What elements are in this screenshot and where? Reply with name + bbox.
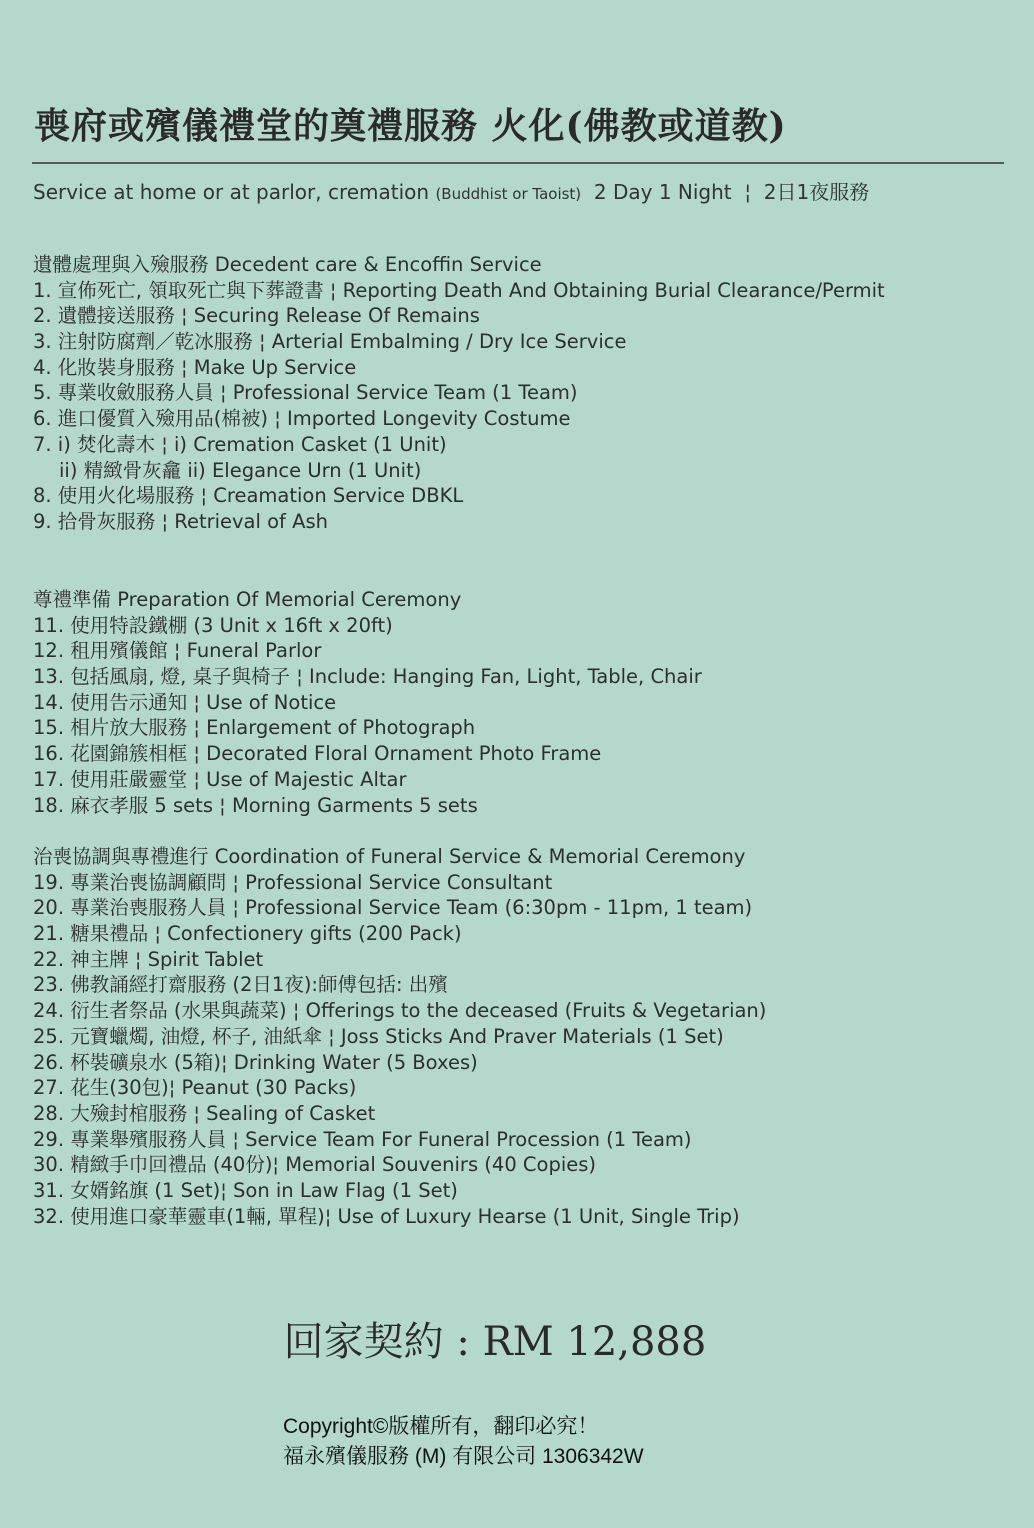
section-decedent-care: [33, 252, 885, 535]
list-item: 15. 相片放大服務 ¦ Enlargement of Photograph: [33, 716, 476, 740]
copyright-notice: Copyright©版權所有，翻印必究！: [283, 1415, 599, 1438]
list-item: 32. 使用進口豪華靈車(1輛, 單程)¦ Use of Luxury Hearse (1 Unit, Single Trip): [33, 1204, 740, 1228]
list-item: 17. 使用莊嚴靈堂 ¦ Use of Majestic Altar: [33, 767, 407, 791]
list-item: 12. 租用殯儀館 ¦ Funeral Parlor: [33, 639, 322, 663]
list-item: 2. 遺體接送服務 ¦ Securing Release Of Remains: [33, 304, 480, 328]
list-item: 20. 專業治喪服務人員 ¦ Professional Service Team (6:30pm - 11pm, 1 team): [33, 896, 753, 920]
list-item: 25. 元寶蠟燭, 油燈, 杯子, 油紙傘 ¦ Joss Sticks And Praver Materials (1 Set): [33, 1024, 724, 1048]
list-item: 8. 使用火化場服務 ¦ Creamation Service DBKL: [33, 484, 464, 508]
list-item: 1. 宣佈死亡, 領取死亡與下葬證書 ¦ Reporting Death And Obtaining Burial Clearance/Permit: [33, 278, 885, 302]
package-price: 回家契約 : RM 12,888: [283, 1319, 707, 1365]
list-item: 6. 進口優質入殮用品(棉被) ¦ Imported Longevity Costume: [33, 407, 571, 431]
subtitle-duration: 2 Day 1 Night ¦ 2日1夜服務: [581, 180, 870, 204]
title-divider: [32, 162, 1004, 164]
section-heading: 治喪協調與專禮進行 Coordination of Funeral Service & Memorial Ceremony: [33, 845, 746, 868]
list-item: 26. 杯裝礦泉水 (5箱)¦ Drinking Water (5 Boxes): [33, 1050, 478, 1074]
list-item: 21. 糖果禮品 ¦ Confectionery gifts (200 Pack): [33, 922, 462, 946]
list-item: 3. 注射防腐劑／乾冰服務 ¦ Arterial Embalming / Dry Ice Service: [33, 330, 627, 354]
list-item: 4. 化妝裝身服務 ¦ Make Up Service: [33, 355, 357, 379]
list-item: 16. 花園錦簇相框 ¦ Decorated Floral Ornament Photo Frame: [33, 742, 602, 766]
list-item: 22. 神主牌 ¦ Spirit Tablet: [33, 947, 264, 971]
section-heading: 尊禮準備 Preparation Of Memorial Ceremony: [33, 588, 462, 611]
subtitle-religion: (Buddhist or Taoist): [435, 185, 582, 203]
list-item: 28. 大殮封棺服務 ¦ Sealing of Casket: [33, 1101, 376, 1125]
section-memorial-preparation: [33, 587, 702, 818]
list-item: 19. 專業治喪協調顧問 ¦ Professional Service Consultant: [33, 870, 553, 894]
list-item: 7. i) 焚化壽木 ¦ i) Cremation Casket (1 Unit): [33, 432, 447, 456]
list-item: 24. 衍生者祭品 (水果與蔬菜) ¦ Offerings to the deceased (Fruits & Vegetarian): [33, 999, 767, 1023]
section-coordination: [33, 844, 766, 1229]
list-item: 13. 包括風扇, 燈, 桌子與椅子 ¦ Include: Hanging Fan, Light, Table, Chair: [33, 665, 702, 689]
list-item: 31. 女婿銘旗 (1 Set)¦ Son in Law Flag (1 Set): [33, 1178, 458, 1202]
list-item: 5. 專業收斂服務人員 ¦ Professional Service Team (1 Team): [33, 381, 578, 405]
footer: [283, 1412, 644, 1472]
company-name: 福永殯儀服務 (M) 有限公司 1306342W: [283, 1445, 644, 1468]
list-item: 27. 花生(30包)¦ Peanut (30 Packs): [33, 1076, 357, 1100]
list-item: 29. 專業舉殯服務人員 ¦ Service Team For Funeral Procession (1 Team): [33, 1127, 692, 1151]
list-item: 23. 佛教誦經打齋服務 (2日1夜):師傅包括: 出殯: [33, 973, 448, 997]
section-heading: 遺體處理與入殮服務 Decedent care & Encoffin Service: [33, 253, 542, 276]
list-item: 11. 使用特設鐵棚 (3 Unit x 16ft x 20ft): [33, 613, 393, 637]
list-item: 14. 使用告示通知 ¦ Use of Notice: [33, 690, 337, 714]
list-item: ii) 精緻骨灰龕 ii) Elegance Urn (1 Unit): [59, 458, 422, 482]
subtitle-main: Service at home or at parlor, cremation: [33, 180, 436, 204]
list-item: 9. 拾骨灰服務 ¦ Retrieval of Ash: [33, 509, 328, 533]
page-title: 喪府或殯儀禮堂的奠禮服務 火化(佛教或道教): [34, 105, 787, 147]
page-subtitle: [33, 176, 869, 205]
list-item: 30. 精緻手巾回禮品 (40份)¦ Memorial Souvenirs (40 Copies): [33, 1153, 597, 1177]
list-item: 18. 麻衣孝服 5 sets ¦ Morning Garments 5 sets: [33, 793, 478, 817]
